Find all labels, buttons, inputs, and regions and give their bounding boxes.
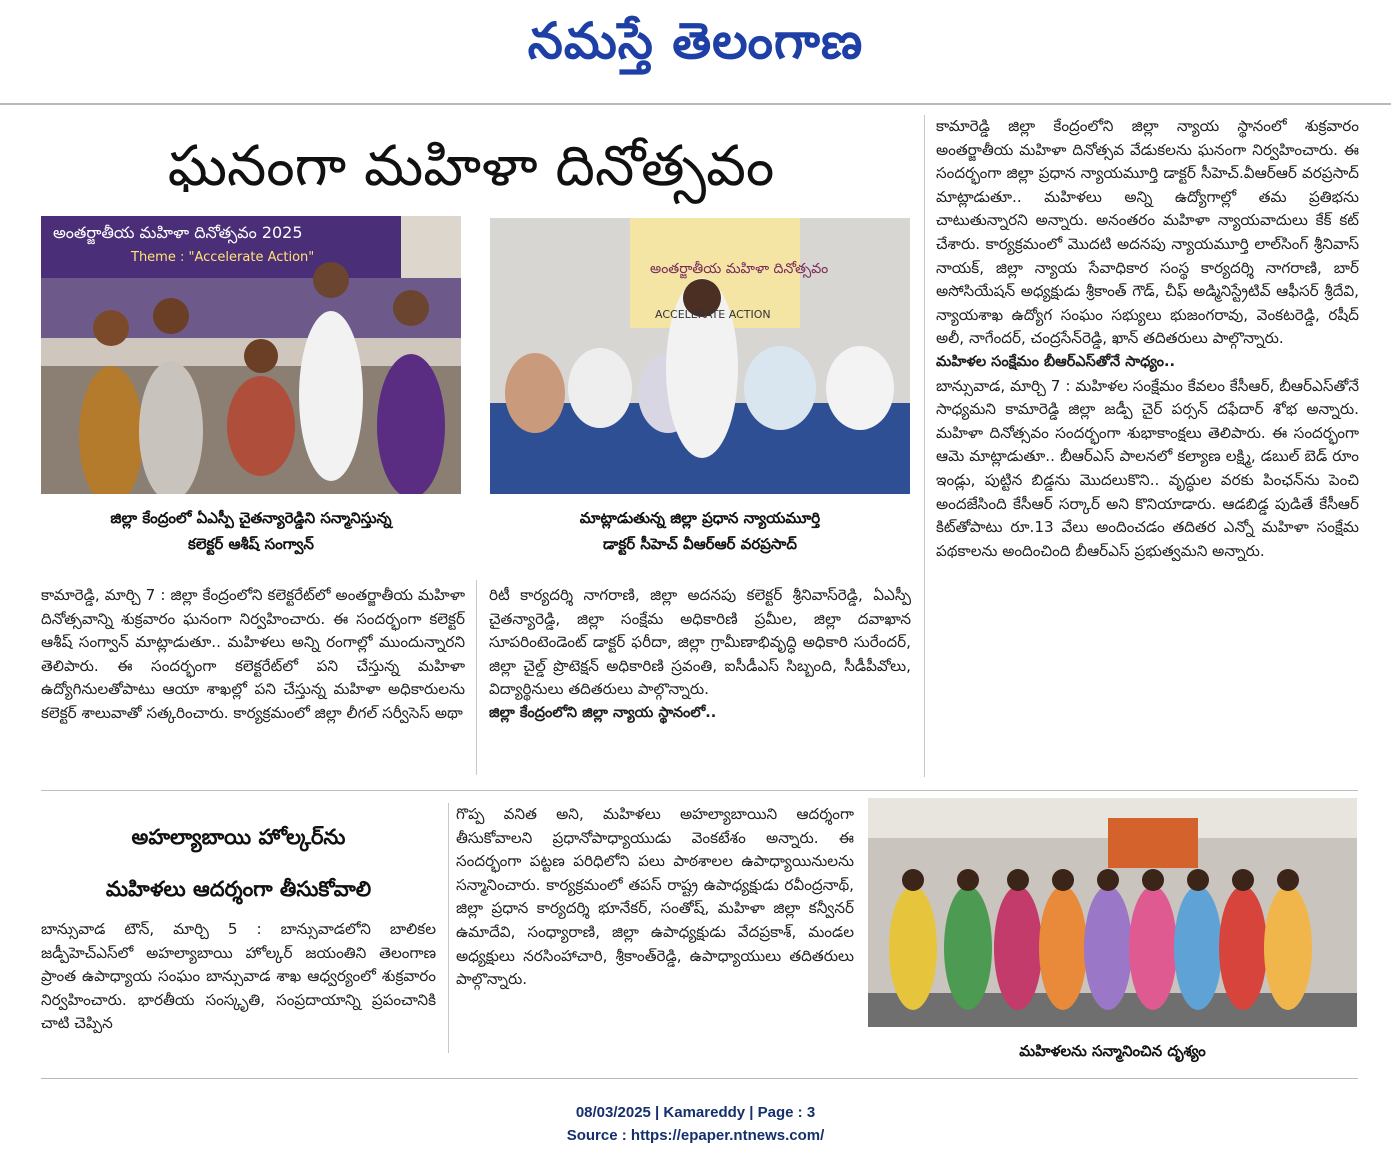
photo2-caption xyxy=(490,505,910,557)
story2-col1-text: బాన్సువాడ టౌన్, మార్చి 5 : బాన్సువాడలోని బాలికల జడ్పీహెచ్‌ఎస్‌లో అహల్యాబాయి హోల్కర్ జయంతిని తెలంగాణ ప్రాంత ఉపాధ్యాయ సంఘం బాన్సువాడ శాఖ ఆధ్వర్యంలో శుక్రవారం నిర్వహించారు. భారతీయ సంస్కృతి, సంప్రదాయాన్ని ప్రపంచానికి చాటి చెప్పిన xyxy=(41,920,436,1033)
main-headline: ఘనంగా మహిళా దినోత్సవం xyxy=(167,134,775,199)
photo1-caption-line1: జిల్లా కేంద్రంలో ఏఎస్పీ చైతన్యారెడ్డిని సన్మానిస్తున్న xyxy=(110,509,392,527)
story-divider xyxy=(41,790,1358,791)
masthead-divider xyxy=(0,103,1391,105)
photo1-caption-line2: కలెక్టర్ ఆశీష్ సంగ్వాన్ xyxy=(188,535,314,553)
story1-column-1 xyxy=(41,584,465,774)
page-bottom-divider xyxy=(41,1078,1358,1079)
banner-theme-text: Theme : "Accelerate Action" xyxy=(131,250,315,265)
story2-column-1 xyxy=(41,918,436,1058)
column-divider xyxy=(448,803,449,1053)
story1-col3-text-b: బాన్సువాడ, మార్చి 7 : మహిళల సంక్షేమం కేవలం కేసీఆర్, బీఆర్‌ఎస్‌తోనే సాధ్యమని కామారెడ్డి జిల్లా జడ్పీ చైర్ పర్సన్ దఫేదార్ శోభ అన్నారు. మహిళా దినోత్సవం సందర్భంగా శుభాకాంక్షలు తెలిపారు. ఈ సందర్భంగా ఆమె మాట్లాడుతూ.. బీఆర్‌ఎస్ పాలనలో కల్యాణ లక్ష్మి, డబుల్ బెడ్ రూం ఇండ్లు, పుట్టిన బిడ్డను మొదలుకొని.. వృద్ధుల వరకు పింఛన్‌ను పెంచి అందజేసింది కేసీఆర్ సర్కార్ అని కొనియాడారు. ఆడబిడ్డ పుడితే కేసీఆర్ కిట్‌తోపాటు రూ.13 వేలు అందించడం తదితర ఎన్నో మహిళా సంక్షేమ పథకాలను అందించింది బీఆర్‌ఎస్ ప్రభుత్వమని అన్నారు. xyxy=(936,376,1359,560)
footer-source-link[interactable]: Source : https://epaper.ntnews.com/ xyxy=(566,1127,825,1144)
story2-column-2 xyxy=(456,803,854,1053)
photo2-caption-line2: డాక్టర్ సీహెచ్ వీఆర్ఆర్ వరప్రసాద్ xyxy=(603,535,797,553)
banner-text: అంతర్జాతీయ మహిళా దినోత్సవం 2025 xyxy=(53,223,303,242)
story1-col3-subhead: మహిళల సంక్షేమం బీఆర్‌ఎస్‌తోనే సాధ్యం.. xyxy=(936,353,1175,370)
column-divider xyxy=(476,580,477,775)
photo1-caption xyxy=(41,505,461,557)
banner-text: అంతర్జాతీయ మహిళా దినోత్సవం xyxy=(650,261,829,277)
footer-date-line: 08/03/2025 | Kamareddy | Page : 3 xyxy=(575,1104,816,1121)
newspaper-masthead: నమస్తే తెలంగాణ xyxy=(527,12,864,70)
collector-felicitation-photo xyxy=(41,216,461,494)
judge-speaking-photo xyxy=(490,218,910,494)
story1-col3-text-a: కామారెడ్డి జిల్లా కేంద్రంలోని జిల్లా న్యాయ స్థానంలో శుక్రవారం అంతర్జాతీయ మహిళా దినోత్సవ వేడుకలను ఘనంగా నిర్వహించారు. ఈ సందర్భంగా జిల్లా ప్రధాన న్యాయమూర్తి డాక్టర్ సీహెచ్.వీఆర్ఆర్ వరప్రసాద్ మాట్లాడుతూ.. మహిళలు అన్ని ఉద్యోగాల్లో తమ ప్రతిభను చాటుతున్నారని అన్నారు. అనంతరం మహిళా న్యాయవాదులు కేక్ కట్ చేశారు. కార్యక్రమంలో మొదటి అదనపు న్యాయమూర్తి లాల్‌సింగ్ శ్రీనివాస్ నాయక్, జిల్లా న్యాయ సేవాధికార సంస్థ కార్యదర్శి నాగరాణి, బార్ అసోసియేషన్ అధ్యక్షుడు శ్రీకాంత్ గౌడ్, చీఫ్ అడ్మినిస్ట్రేటివ్ ఆఫీసర్ శ్రీదేవి, న్యాయశాఖ ఉద్యోగ సంఘం సభ్యులు భుజంగరావు, వెంకటరెడ్డి, రషీద్ అలీ, నాగేందర్, చంద్రసేన్‌రెడ్డి, ఖాన్ తదితరులు పాల్గొన్నారు. xyxy=(936,117,1359,348)
story2-headline-line1: అహల్యాబాయి హోల్కర్‌ను xyxy=(131,825,346,849)
photo2-caption-line1: మాట్లాడుతున్న జిల్లా ప్రధాన న్యాయమూర్తి xyxy=(579,509,821,527)
story1-column-2 xyxy=(489,584,911,779)
teachers-felicitation-photo xyxy=(868,798,1357,1027)
story1-column-3 xyxy=(936,115,1359,779)
story1-col2-subhead: జిల్లా కేంద్రంలోని జిల్లా న్యాయ స్థానంలో.. xyxy=(489,704,717,721)
story1-col2-text: రిటీ కార్యదర్శి నాగరాణి, జిల్లా అదనపు కలెక్టర్ శ్రీనివాస్‌రెడ్డి, ఏఎస్పీ చైతన్యారెడ్డి, జిల్లా సంక్షేమ అధికారిణి ప్రమీల, జిల్లా దవాఖాన సూపరింటెండెంట్ డాక్టర్ ఫరీదా, జిల్లా గ్రామీణాభివృద్ధి అధికారి సురేందర్, జిల్లా చైల్డ్ ప్రొటెక్షన్ అధికారిణి స్రవంతి, ఐసీడీఎస్ సిబ్బంది, సీడీపీవోలు, విద్యార్థినులు తదితరులు పాల్గొన్నారు. xyxy=(489,586,911,699)
column-divider xyxy=(924,115,925,777)
story2-col2-text: గొప్ప వనిత అని, మహిళలు అహల్యాబాయిని ఆదర్శంగా తీసుకోవాలని ప్రధానోపాధ్యాయుడు వెంకటేశం అన్నారు. ఈ సందర్భంగా పట్టణ పరిధిలోని పలు పాఠశాలల ఉపాధ్యాయినులను సన్మానించారు. కార్యక్రమంలో తపస్ రాష్ట్ర ఉపాధ్యక్షుడు రవీంద్రనాథ్, జిల్లా ప్రధాన కార్యదర్శి భూనేకర్, సంతోష్, మహిళా జిల్లా కన్వీనర్ ఉమాదేవి, సంధ్యారాణి, జిల్లా ఉపాధ్యక్షుడు వేదప్రకాశ్, మండల అధ్యక్షులు నరసింహాచారి, శ్రీకాంత్‌రెడ్డి, ఉపాధ్యాయులు తదితరులు పాల్గొన్నారు. xyxy=(456,805,854,989)
story1-col1-text: కామారెడ్డి, మార్చి 7 : జిల్లా కేంద్రంలోని కలెక్టరేట్‌లో అంతర్జాతీయ మహిళా దినోత్సవాన్ని శుక్రవారం ఘనంగా నిర్వహించారు. ఈ సందర్భంగా కలెక్టర్ ఆశీష్ సంగ్వాన్ మాట్లాడుతూ.. మహిళలు అన్ని రంగాల్లో ముందున్నారని తెలిపారు. ఈ సందర్భంగా కలెక్టరేట్‌లో పని చేస్తున్న మహిళా ఉద్యోగినులతోపాటు ఆయా శాఖల్లో పని చేస్తున్న మహిళా అధికారులను కలెక్టర్ శాలువాతో సత్కరించారు. కార్యక్రమంలో జిల్లా లీగల్ సర్వీసెస్ అథా xyxy=(41,586,465,722)
story2-headline-line2: మహిళలు ఆదర్శంగా తీసుకోవాలి xyxy=(105,877,372,901)
banner-theme-text: ACCELERATE ACTION xyxy=(655,308,771,321)
story2-photo-caption: మహిళలను సన్మానించిన దృశ్యం xyxy=(1019,1042,1206,1060)
